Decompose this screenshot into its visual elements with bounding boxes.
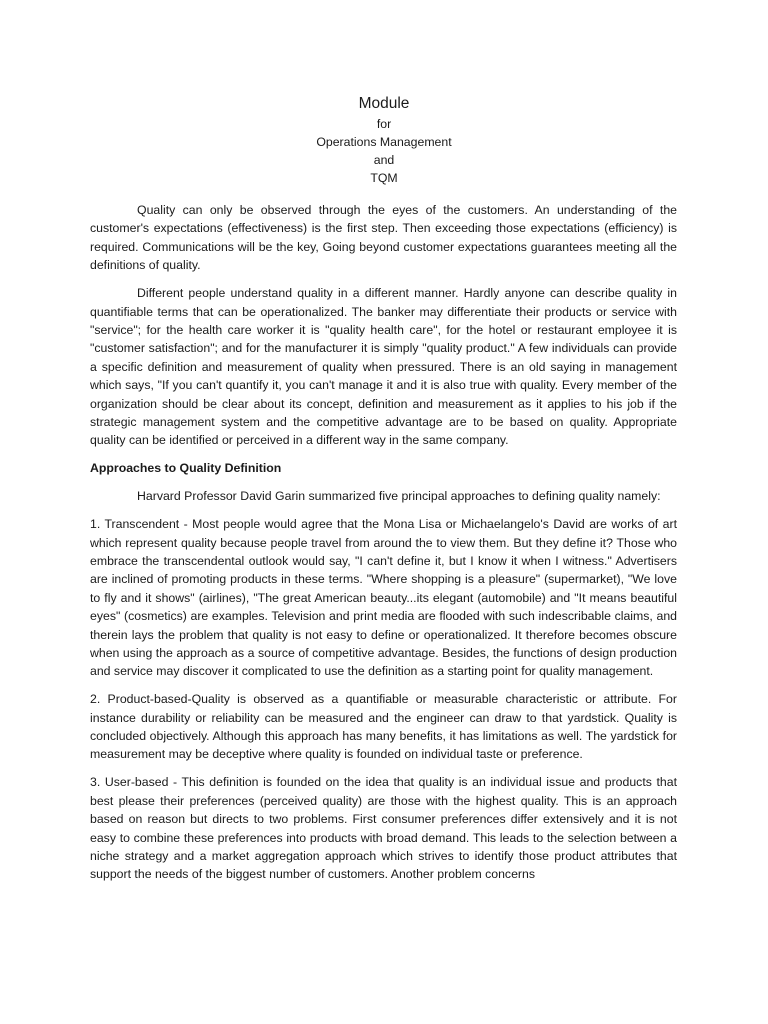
title-block: [0, 93, 768, 187]
approach-paragraph: 3. User-based - This definition is founded on the idea that quality is an individual issue and products that best please their preferences (perceived quality) are those with the highest quality. This is an approach based on reason but directs to two problems. First consumer preferences differ extensively and it is not easy to combine these preferences into products with broad demand. This leads to the selection between a niche strategy and a market aggregation approach which strives to identify those product attributes that support the needs of the biggest number of customers. Another problem concerns: [90, 775, 677, 882]
subtitle-line: Operations Management: [316, 135, 452, 149]
approach-paragraph: 2. Product-based-Quality is observed as a quantifiable or measurable characteristic or attribute. For instance durability or reliability can be measured and the engineer can draw to that yardstick. Quality is concluded objectively. Although this approach has many benefits, it has limitations as well. The yardstick for measurement may be deceptive where quality is founded on individual taste or preference.: [90, 692, 677, 762]
subtitle-line: and: [373, 153, 395, 167]
section-heading: Approaches to Quality Definition: [90, 461, 282, 476]
document-body: [90, 201, 677, 893]
paragraph: Quality can only be observed through the eyes of the customers. An understanding of the customer's expectations (effectiveness) is the first step. Then exceeding those expectations (efficiency) is required. Communications will be the key, Going beyond customer expectations guarantees meeting all the definitions of quality.: [90, 203, 677, 273]
section-intro: Harvard Professor David Garin summarized five principal approaches to defining quality namely:: [137, 489, 661, 504]
subtitle-line: for: [376, 117, 392, 131]
paragraph: Different people understand quality in a different manner. Hardly anyone can describe quality in quantifiable terms that can be operationalized. The banker may differentiate their products or service with "service"; for the health care worker it is "quality health care", for the hotel or restaurant employee it is "customer satisfaction"; and for the manufacturer it is simply "quality product." A few individuals can provide a specific definition and measurement of quality when pressured. There is an old saying in management which says, "If you can't quantify it, you can't manage it and it is also true with quality. Every member of the organization should be clear about its concept, definition and measurement as it applies to his job if the strategic management system and the competitive advantage are to be based on quality. Appropriate quality can be identified or perceived in a different way in the same company.: [90, 286, 677, 448]
subtitle-line: TQM: [370, 171, 398, 185]
document-title: Module: [358, 95, 410, 112]
approach-paragraph: 1. Transcendent - Most people would agree that the Mona Lisa or Michaelangelo's David are works of art which represent quality because people travel from around the to view them. But they define it? Those who embrace the transcendental outlook would say, "I can't define it, but I know it when I witness." Advertisers are inclined of promoting products in these terms. "Where shopping is a pleasure" (supermarket), "We love to fly and it shows" (airlines), "The great American beauty...its elegant (automobile) and "It means beautiful eyes" (cosmetics) are examples. Television and print media are flooded with such indescribable claims, and therein lays the problem that quality is not easy to define or operationalized. It therefore becomes obscure when using the approach as a source of competitive advantage. Besides, the functions of design production and service may discover it complicated to use the definition as a starting point for quality management.: [90, 517, 677, 679]
